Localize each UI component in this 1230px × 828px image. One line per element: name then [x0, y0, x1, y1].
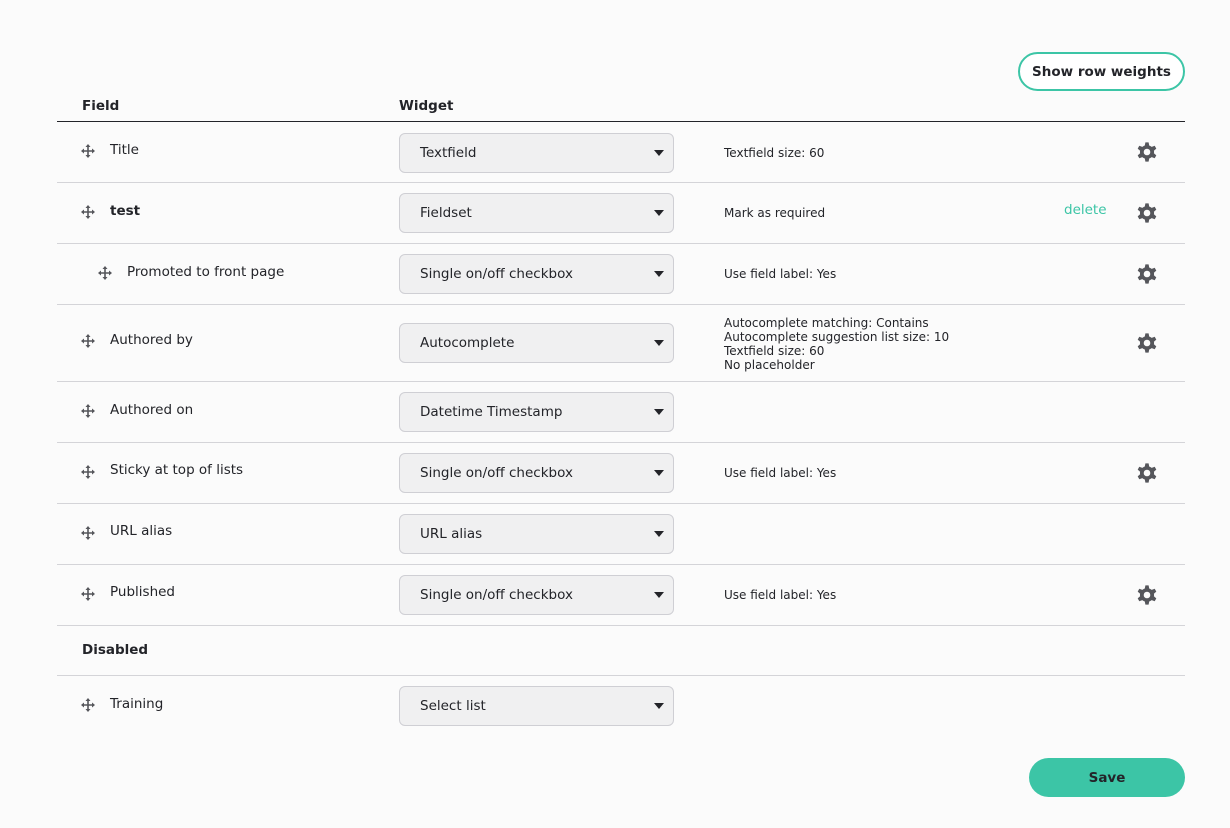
field-label: Training: [110, 696, 164, 712]
field-label: Authored on: [110, 402, 194, 418]
delete-link[interactable]: delete: [1064, 202, 1107, 218]
gear-icon[interactable]: [1135, 201, 1159, 225]
widget-select-value: Autocomplete: [420, 335, 515, 351]
field-label: Promoted to front page: [127, 264, 285, 280]
gear-icon[interactable]: [1135, 140, 1159, 164]
field-label: Authored by: [110, 332, 193, 348]
move-handle-icon[interactable]: [81, 144, 95, 158]
fields-table: [57, 96, 1185, 737]
widget-select[interactable]: [399, 575, 674, 615]
summary-line: Autocomplete suggestion list size: 10: [724, 330, 950, 344]
table-row: [57, 122, 1185, 183]
move-handle-icon[interactable]: [98, 266, 112, 280]
chevron-down-icon: [654, 150, 664, 156]
table-row: [57, 183, 1185, 244]
move-handle-icon[interactable]: [81, 334, 95, 348]
widget-select[interactable]: [399, 133, 674, 173]
summary-line: Use field label: Yes: [724, 466, 837, 480]
widget-select[interactable]: [399, 193, 674, 233]
field-label: URL alias: [110, 523, 173, 539]
widget-select[interactable]: [399, 514, 674, 554]
table-row: [57, 565, 1185, 626]
summary-line: Use field label: Yes: [724, 267, 837, 281]
table-row: [57, 244, 1185, 305]
field-label: Published: [110, 584, 175, 600]
chevron-down-icon: [654, 340, 664, 346]
summary-line: No placeholder: [724, 358, 815, 372]
chevron-down-icon: [654, 210, 664, 216]
table-row: [57, 676, 1185, 737]
move-handle-icon[interactable]: [81, 587, 95, 601]
table-header: [57, 96, 1185, 122]
widget-select-value: Single on/off checkbox: [420, 465, 573, 481]
summary-line: Textfield size: 60: [724, 344, 825, 358]
widget-select-value: Single on/off checkbox: [420, 587, 573, 603]
gear-icon[interactable]: [1135, 331, 1159, 355]
widget-select[interactable]: [399, 254, 674, 294]
widget-summary: [724, 466, 836, 480]
widget-summary: [724, 206, 825, 220]
gear-icon[interactable]: [1135, 262, 1159, 286]
widget-select[interactable]: [399, 686, 674, 726]
gear-icon[interactable]: [1135, 461, 1159, 485]
field-label: test: [110, 203, 141, 219]
table-row: [57, 382, 1185, 443]
widget-select-value: URL alias: [420, 526, 483, 542]
chevron-down-icon: [654, 592, 664, 598]
gear-icon[interactable]: [1135, 583, 1159, 607]
widget-select-value: Fieldset: [420, 205, 472, 221]
widget-select-value: Textfield: [420, 145, 477, 161]
chevron-down-icon: [654, 470, 664, 476]
move-handle-icon[interactable]: [81, 698, 95, 712]
widget-select-value: Datetime Timestamp: [420, 404, 563, 420]
show-row-weights-button[interactable]: Show row weights: [1018, 52, 1185, 91]
field-label: Sticky at top of lists: [110, 462, 244, 478]
table-row: [57, 504, 1185, 565]
disabled-section-header: [57, 626, 1185, 676]
widget-summary: [724, 146, 824, 160]
save-button[interactable]: Save: [1029, 758, 1185, 797]
widget-select[interactable]: [399, 392, 674, 432]
widget-select[interactable]: [399, 453, 674, 493]
move-handle-icon[interactable]: [81, 526, 95, 540]
move-handle-icon[interactable]: [81, 465, 95, 479]
summary-line: Use field label: Yes: [724, 588, 837, 602]
table-row: [57, 305, 1185, 382]
column-header-field: Field: [82, 98, 120, 114]
move-handle-icon[interactable]: [81, 404, 95, 418]
widget-select[interactable]: [399, 323, 674, 363]
summary-line: Mark as required: [724, 206, 826, 220]
widget-summary: [724, 267, 836, 281]
summary-line: Autocomplete matching: Contains: [724, 316, 929, 330]
widget-summary: [724, 588, 836, 602]
widget-select-value: Single on/off checkbox: [420, 266, 573, 282]
chevron-down-icon: [654, 409, 664, 415]
summary-line: Textfield size: 60: [724, 146, 825, 160]
section-title: Disabled: [82, 642, 149, 658]
widget-select-value: Select list: [420, 698, 486, 714]
widget-summary: [724, 316, 949, 372]
chevron-down-icon: [654, 271, 664, 277]
field-label: Title: [110, 142, 139, 158]
move-handle-icon[interactable]: [81, 205, 95, 219]
chevron-down-icon: [654, 703, 664, 709]
column-header-widget: Widget: [399, 98, 454, 114]
chevron-down-icon: [654, 531, 664, 537]
table-row: [57, 443, 1185, 504]
